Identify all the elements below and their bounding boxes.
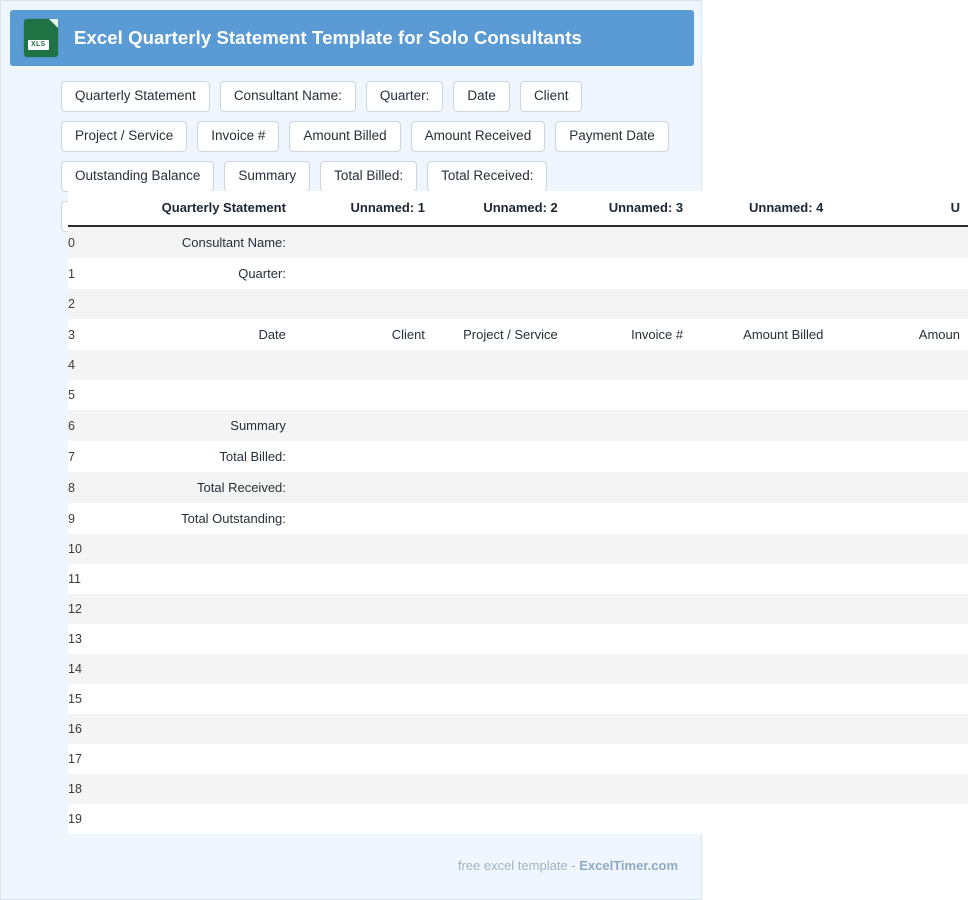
table-cell xyxy=(294,410,433,441)
table-cell xyxy=(294,289,433,319)
table-cell xyxy=(831,714,968,744)
table-cell xyxy=(294,684,433,714)
table-cell: Total Billed: xyxy=(95,441,294,472)
table-cell xyxy=(691,624,831,654)
table-cell xyxy=(831,503,968,534)
row-index: 7 xyxy=(68,441,95,472)
table-cell xyxy=(294,441,433,472)
table-cell xyxy=(566,594,691,624)
column-header: Unnamed: 4 xyxy=(691,191,831,226)
table-cell xyxy=(691,380,831,410)
table-cell xyxy=(566,258,691,289)
table-row[interactable] xyxy=(68,564,968,594)
row-index: 14 xyxy=(68,654,95,684)
table-cell xyxy=(433,410,566,441)
table-cell: Amoun xyxy=(831,319,968,350)
table-row[interactable] xyxy=(68,226,968,258)
table-cell xyxy=(691,289,831,319)
field-chip[interactable]: Summary xyxy=(224,161,310,192)
table-cell xyxy=(691,654,831,684)
page-title: Excel Quarterly Statement Template for Solo Consultants xyxy=(74,27,582,48)
table-cell xyxy=(691,226,831,258)
row-index: 17 xyxy=(68,744,95,774)
field-chip[interactable]: Quarter: xyxy=(366,81,444,112)
table-cell: Date xyxy=(95,319,294,350)
table-cell xyxy=(433,226,566,258)
table-cell: Total Received: xyxy=(95,472,294,503)
table-cell xyxy=(566,289,691,319)
table-cell xyxy=(95,654,294,684)
table-cell xyxy=(831,684,968,714)
field-chip[interactable]: Project / Service xyxy=(61,121,187,152)
row-index: 11 xyxy=(68,564,95,594)
table-cell xyxy=(691,804,831,834)
table-cell xyxy=(691,744,831,774)
table-cell xyxy=(433,804,566,834)
table-cell xyxy=(566,684,691,714)
table-cell xyxy=(294,744,433,774)
table-row[interactable] xyxy=(68,744,968,774)
row-index: 0 xyxy=(68,226,95,258)
table-row[interactable] xyxy=(68,503,968,534)
table-cell xyxy=(294,380,433,410)
table-cell xyxy=(831,380,968,410)
table-cell xyxy=(831,534,968,564)
field-chip[interactable]: Amount Billed xyxy=(289,121,400,152)
row-index: 10 xyxy=(68,534,95,564)
row-index: 3 xyxy=(68,319,95,350)
table-cell xyxy=(433,594,566,624)
footer-text: free excel template - xyxy=(457,858,576,873)
table-cell xyxy=(294,258,433,289)
table-row[interactable] xyxy=(68,594,968,624)
table-cell xyxy=(294,714,433,744)
table-cell xyxy=(433,289,566,319)
field-chip[interactable]: Quarterly Statement xyxy=(61,81,210,112)
table-cell xyxy=(433,564,566,594)
table-cell xyxy=(831,654,968,684)
table-cell xyxy=(294,472,433,503)
table-cell xyxy=(566,503,691,534)
table-cell xyxy=(433,441,566,472)
table-row[interactable] xyxy=(68,258,968,289)
table-cell xyxy=(831,410,968,441)
table-cell xyxy=(566,380,691,410)
table-cell xyxy=(831,472,968,503)
table-cell xyxy=(95,714,294,744)
table-row[interactable] xyxy=(68,804,968,834)
table-cell xyxy=(433,774,566,804)
table-cell xyxy=(294,654,433,684)
table-cell xyxy=(433,624,566,654)
table-cell xyxy=(294,534,433,564)
field-chip[interactable]: Total Received: xyxy=(427,161,547,192)
table-cell xyxy=(831,774,968,804)
table-row[interactable] xyxy=(68,410,968,441)
table-cell xyxy=(95,744,294,774)
footer-brand[interactable]: ExcelTimer.com xyxy=(579,858,678,873)
table-cell: Total Outstanding: xyxy=(95,503,294,534)
row-index: 2 xyxy=(68,289,95,319)
page-fold-corner xyxy=(49,19,58,28)
row-index: 1 xyxy=(68,258,95,289)
table-cell xyxy=(691,684,831,714)
table-cell xyxy=(831,289,968,319)
table-cell xyxy=(294,774,433,804)
table-cell xyxy=(433,684,566,714)
spreadsheet-preview[interactable] xyxy=(68,191,960,826)
table-cell xyxy=(831,744,968,774)
table-row[interactable] xyxy=(68,441,968,472)
table-cell xyxy=(566,226,691,258)
table-cell xyxy=(831,624,968,654)
table-cell xyxy=(566,624,691,654)
table-cell xyxy=(95,564,294,594)
table-row[interactable] xyxy=(68,289,968,319)
row-index: 15 xyxy=(68,684,95,714)
table-cell xyxy=(95,624,294,654)
column-header: Unnamed: 2 xyxy=(433,191,566,226)
table-cell: Invoice # xyxy=(566,319,691,350)
table-cell xyxy=(566,744,691,774)
table-cell xyxy=(566,350,691,380)
table-cell xyxy=(433,654,566,684)
field-chip[interactable]: Date xyxy=(453,81,510,112)
table-cell xyxy=(95,684,294,714)
table-cell xyxy=(566,472,691,503)
table-cell xyxy=(566,564,691,594)
table-row[interactable] xyxy=(68,774,968,804)
table-row[interactable] xyxy=(68,350,968,380)
table-cell xyxy=(95,534,294,564)
table-cell: Quarter: xyxy=(95,258,294,289)
table-cell xyxy=(95,804,294,834)
table-cell xyxy=(294,594,433,624)
row-index: 4 xyxy=(68,350,95,380)
field-chip[interactable]: Consultant Name: xyxy=(220,81,356,112)
xls-file-icon xyxy=(24,19,58,57)
column-header: U xyxy=(831,191,968,226)
table-cell xyxy=(691,441,831,472)
table-cell xyxy=(691,503,831,534)
table-cell xyxy=(831,564,968,594)
field-chip[interactable]: Payment Date xyxy=(555,121,669,152)
table-row[interactable] xyxy=(68,380,968,410)
table-cell xyxy=(566,410,691,441)
table-cell xyxy=(566,534,691,564)
column-header: Unnamed: 3 xyxy=(566,191,691,226)
table-cell xyxy=(831,350,968,380)
field-chip[interactable]: Amount Received xyxy=(411,121,546,152)
table-cell xyxy=(831,258,968,289)
table-cell xyxy=(691,258,831,289)
table-cell xyxy=(95,350,294,380)
table-row[interactable] xyxy=(68,534,968,564)
table-cell xyxy=(566,804,691,834)
table-cell xyxy=(691,534,831,564)
table-cell xyxy=(691,594,831,624)
table-cell xyxy=(95,774,294,804)
table-cell xyxy=(831,594,968,624)
column-header: Unnamed: 1 xyxy=(294,191,433,226)
row-index: 5 xyxy=(68,380,95,410)
row-index: 13 xyxy=(68,624,95,654)
table-cell xyxy=(95,289,294,319)
table-cell xyxy=(691,714,831,744)
footer xyxy=(458,858,678,873)
row-index: 6 xyxy=(68,410,95,441)
table-cell: Client xyxy=(294,319,433,350)
table-cell xyxy=(294,804,433,834)
table-cell: Consultant Name: xyxy=(95,226,294,258)
row-index: 8 xyxy=(68,472,95,503)
table-cell xyxy=(433,472,566,503)
table-cell xyxy=(433,350,566,380)
table-cell xyxy=(691,350,831,380)
table-cell xyxy=(433,380,566,410)
table-cell xyxy=(294,503,433,534)
page-header xyxy=(10,10,694,66)
table-cell xyxy=(433,503,566,534)
row-index: 18 xyxy=(68,774,95,804)
row-index: 12 xyxy=(68,594,95,624)
table-row[interactable] xyxy=(68,319,968,350)
table-cell xyxy=(691,472,831,503)
row-index-header xyxy=(68,191,95,226)
table-cell xyxy=(294,350,433,380)
table-cell xyxy=(566,654,691,684)
table-cell xyxy=(95,380,294,410)
table-cell xyxy=(566,441,691,472)
table-cell xyxy=(691,564,831,594)
table-cell xyxy=(691,410,831,441)
table-cell xyxy=(831,804,968,834)
table-cell xyxy=(433,534,566,564)
table-cell xyxy=(566,714,691,744)
field-chip[interactable]: Outstanding Balance xyxy=(61,161,214,192)
table-row[interactable] xyxy=(68,472,968,503)
table-cell xyxy=(831,441,968,472)
table-cell xyxy=(433,258,566,289)
table-header-row xyxy=(68,191,968,226)
spreadsheet-table xyxy=(68,191,968,834)
table-cell xyxy=(294,564,433,594)
table-row[interactable] xyxy=(68,714,968,744)
table-row[interactable] xyxy=(68,624,968,654)
table-body xyxy=(68,226,968,834)
field-chip[interactable]: Invoice # xyxy=(197,121,279,152)
table-cell xyxy=(433,714,566,744)
table-cell xyxy=(294,226,433,258)
table-cell xyxy=(95,594,294,624)
table-cell: Summary xyxy=(95,410,294,441)
row-index: 9 xyxy=(68,503,95,534)
table-cell: Amount Billed xyxy=(691,319,831,350)
table-row[interactable] xyxy=(68,654,968,684)
table-cell xyxy=(831,226,968,258)
field-chip[interactable]: Total Billed: xyxy=(320,161,417,192)
table-cell xyxy=(691,774,831,804)
table-cell xyxy=(566,774,691,804)
xls-icon-label: XLS xyxy=(28,40,49,50)
column-header: Quarterly Statement xyxy=(95,191,294,226)
row-index: 16 xyxy=(68,714,95,744)
table-cell xyxy=(433,744,566,774)
table-row[interactable] xyxy=(68,684,968,714)
field-chip[interactable]: Client xyxy=(520,81,583,112)
row-index: 19 xyxy=(68,804,95,834)
table-cell: Project / Service xyxy=(433,319,566,350)
table-cell xyxy=(294,624,433,654)
